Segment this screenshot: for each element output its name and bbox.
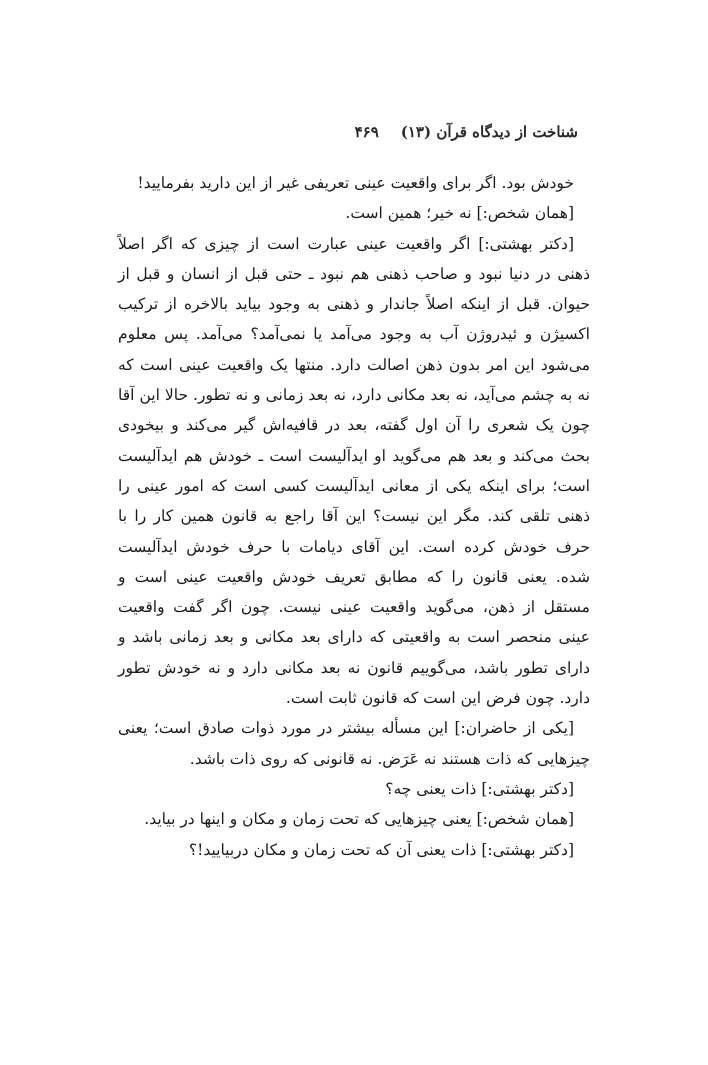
paragraph: [دکتر بهشتی:] ذات یعنی آن که تحت زمان و مکان دربیایید!؟ [188, 840, 574, 859]
paragraph: [دکتر بهشتی:] ذات یعنی چه؟ [385, 779, 574, 798]
chapter-title: شناخت از دیدگاه قرآن (۱۳) [400, 123, 578, 141]
paragraph: خودش بود. اگر برای واقعیت عینی تعریفی غیر از این دارید بفرمایید! [137, 174, 574, 192]
paragraph: [یکی از حاضران:] این مسأله بیشتر در مورد ذوات صادق است؛ یعنی چیزهایی که ذات هستند نه عَرَض. نه قانونی که روی ذات باشد. [118, 719, 590, 768]
body-text [118, 168, 590, 865]
paragraph: [دکتر بهشتی:] اگر واقعیت عینی عبارت است از چیزی که اگر اصلاً ذهنی در دنیا نبود و صاحب ذهنی هم نبود ـ حتی قبل از انسان و قبل از حیوان. قبل از اینکه اصلاً جاندار و ذهنی به وجود بیاید بالاخره از ترکیب اکسیژن و ئیدروژن آب به وجود می‌آمد یا نمی‌آمد؟ می‌آمد. پس معلوم می‌شود این امر بدون ذهن اصالت دارد. منتها یک واقعیت عینی است که نه به چشم می‌آید، نه بعد مکانی دارد، نه بعد زمانی و نه تطور. حالا این آقا چون یک شعری را آن اول گفته، بعد در قافیه‌اش گیر می‌کند و بیخودی بحث می‌کند و بعد هم می‌گوید او ایدآلیست است ـ خودش هم ایدآلیست است؛ برای اینکه یکی از معانی ایدآلیست کسی است که امور عینی را ذهنی تلقی کند. مگر این نیست؟ این آقا راجع به قانون همین کار را با حرف خودش کرده است. این آقای دیامات با حرف خودش ایدآلیست شده. یعنی قانون را که مطابق تعریف خودش واقعیت عینی است و مستقل از ذهن، می‌گوید واقعیت عینی نیست. چون اگر گفت واقعیت عینی منحصر است به واقعیتی که دارای بعد مکانی و بعد زمانی باشد و دارای تطور باشد، می‌گوییم قانون نه بعد مکانی دارد و نه خودش تطور دارد. چون فرض این است که قانون ثابت است. [118, 234, 590, 708]
running-header [120, 118, 578, 146]
paragraph: [همان شخص:] نه خیر؛ همین است. [345, 204, 574, 223]
paragraph: [همان شخص:] یعنی چیزهایی که تحت زمان و مکان و اینها در بیاید. [144, 810, 574, 829]
page-number: ۴۶۹ [354, 123, 379, 141]
